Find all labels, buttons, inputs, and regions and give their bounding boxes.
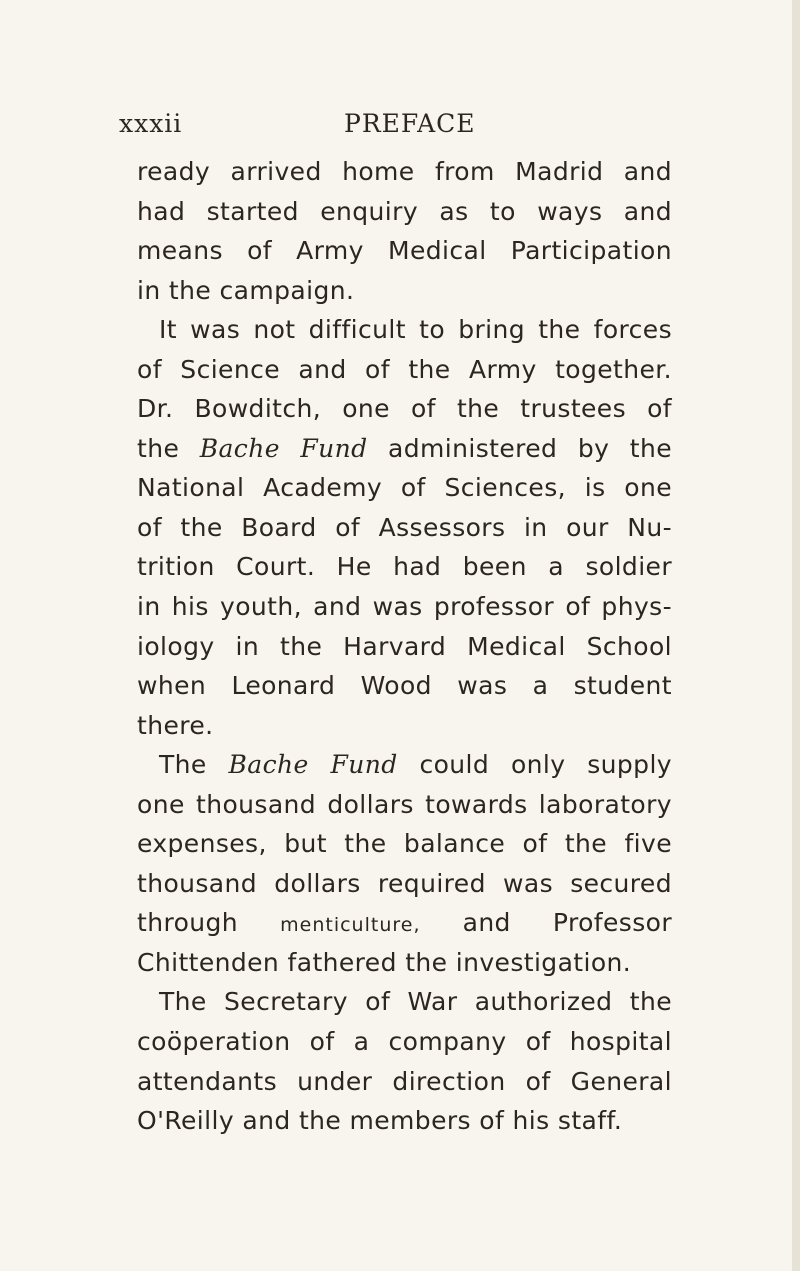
italic-fund-name: Bache Fund	[199, 433, 368, 463]
text-line	[137, 429, 672, 469]
page-number: xxxii	[119, 109, 183, 138]
text-line	[137, 903, 672, 943]
text-line: trition Court. He had been a soldier	[137, 552, 672, 582]
text-run: and Professor	[420, 908, 672, 938]
text-line: one thousand dollars towards laboratory	[137, 789, 672, 819]
text-line: It was not difficult to bring the forces	[159, 315, 672, 345]
text-run: the	[137, 433, 200, 463]
text-line	[137, 745, 672, 785]
text-line: O'Reilly and the members of his staff.	[137, 1106, 623, 1136]
page-edge	[792, 0, 800, 1271]
text-line: means of Army Medical Participation	[137, 236, 672, 266]
text-line: National Academy of Sciences, is one	[137, 473, 672, 503]
text-line: of the Board of Assessors in our Nu-	[137, 512, 672, 542]
text-run: through	[137, 908, 281, 938]
text-line: in his youth, and was professor of phys-	[137, 592, 672, 622]
text-line: had started enquiry as to ways and	[137, 196, 672, 226]
text-line: iology in the Harvard Medical School	[137, 631, 672, 661]
text-line: of Science and of the Army together.	[137, 354, 672, 384]
text-line: there.	[137, 710, 214, 740]
page-header	[119, 104, 539, 144]
text-line: expenses, but the balance of the five	[137, 829, 672, 859]
text-line: thousand dollars required was secured	[137, 868, 672, 898]
text-line: when Leonard Wood was a student	[137, 671, 672, 701]
text-run: could only supply	[397, 750, 672, 780]
text-line: attendants under direction of General	[137, 1066, 672, 1096]
text-run: administered by the	[367, 433, 673, 463]
running-head: PREFACE	[344, 109, 476, 138]
text-line: ready arrived home from Madrid and	[137, 157, 672, 186]
text-line: Dr. Bowditch, one of the trustees of	[137, 394, 672, 424]
text-line: Chittenden fathered the investigation.	[137, 947, 632, 977]
smallcaps-term: menticulture,	[280, 914, 421, 937]
italic-fund-name: Bache Fund	[228, 750, 398, 780]
text-line: in the campaign.	[137, 275, 355, 305]
text-line: The Secretary of War authorized the	[159, 987, 672, 1017]
text-line: coöperation of a company of hospital	[137, 1027, 672, 1057]
text-run: The	[159, 750, 229, 780]
body-text	[137, 152, 672, 1141]
